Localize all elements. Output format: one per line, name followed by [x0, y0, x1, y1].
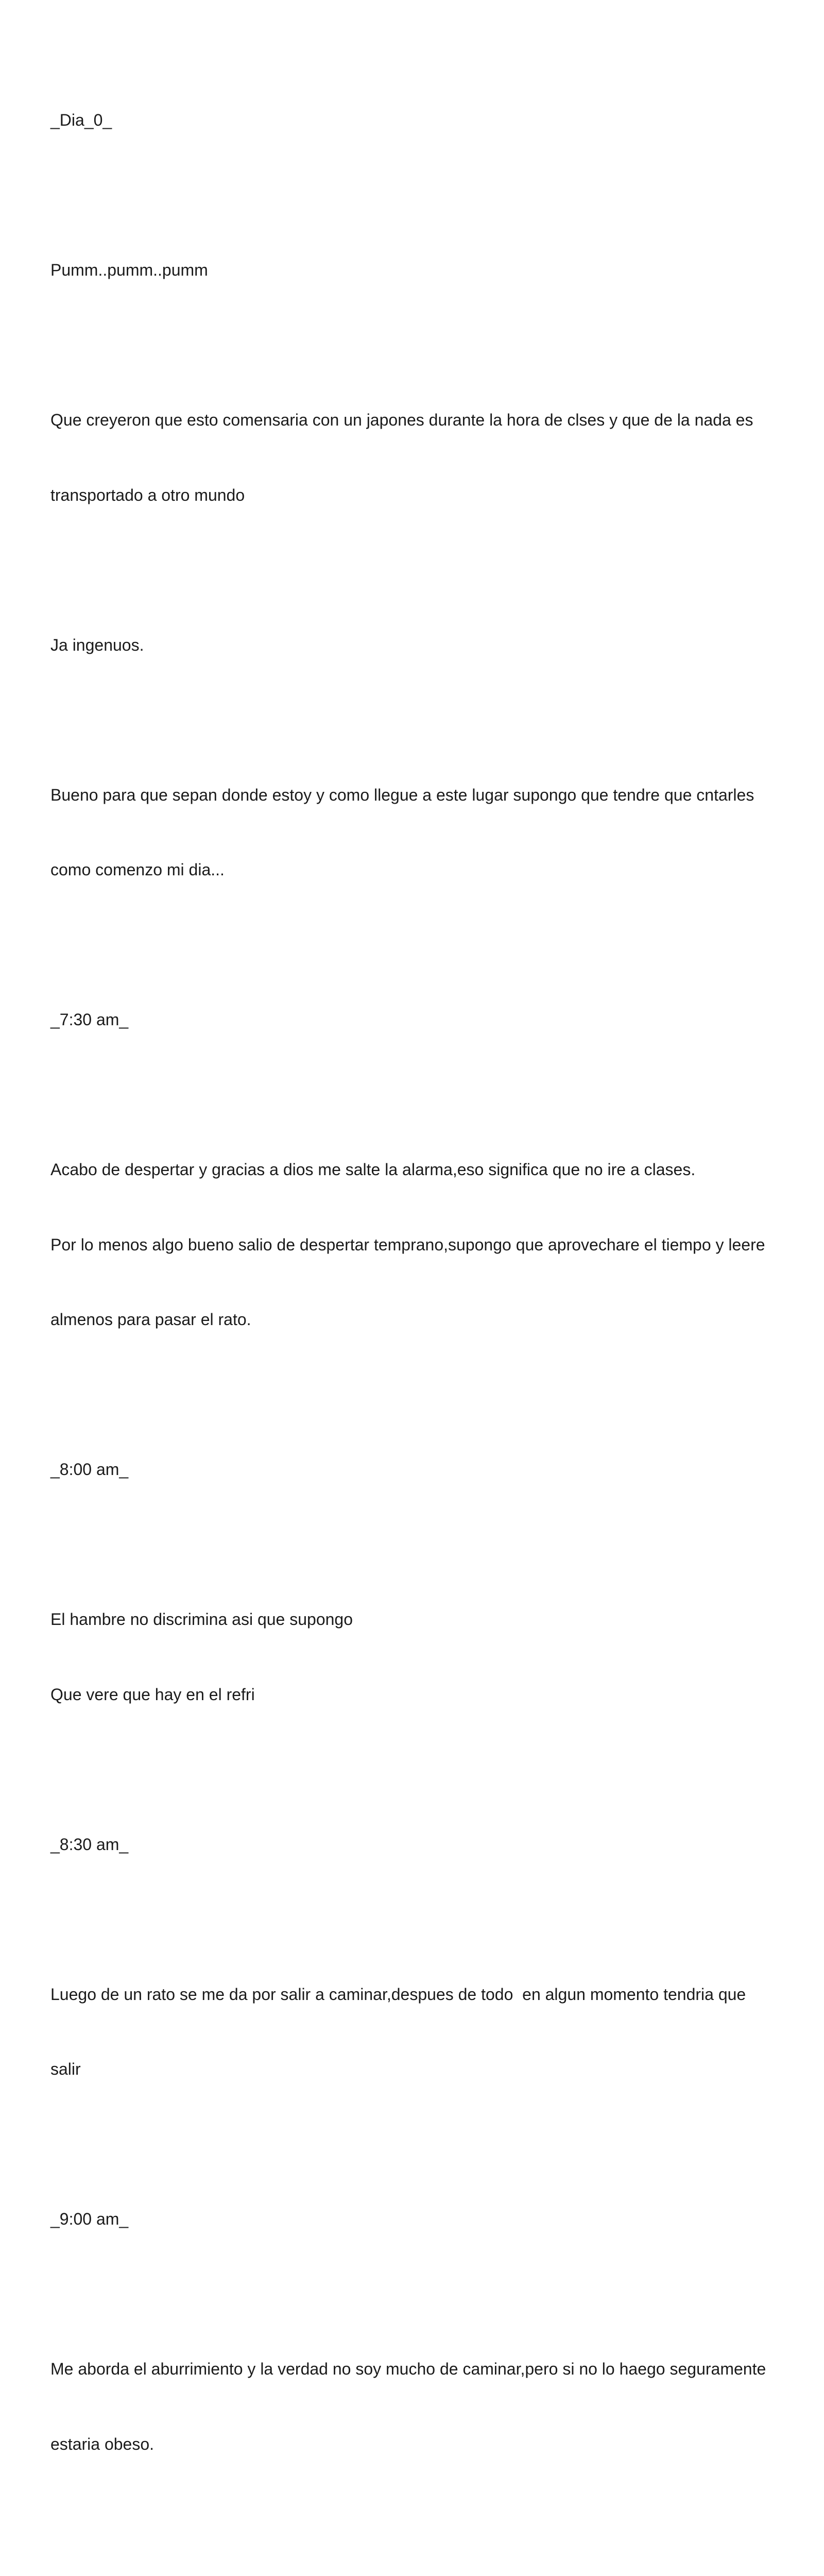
paragraph: [50, 358, 782, 557]
text-line: Luego de un rato se me da por salir a caminar,despues de todo en algun momento tendria que: [50, 1982, 782, 2007]
paragraph: [50, 2532, 782, 2576]
paragraph: [50, 1932, 782, 2132]
paragraph: [50, 2307, 782, 2506]
text-line: Me aborda el aburrimiento y la verdad no soy mucho de caminar,pero si no lo haego seguramente: [50, 2357, 782, 2382]
document-page: [50, 58, 782, 2576]
text-line: salir: [50, 2057, 782, 2082]
paragraph: [50, 1557, 782, 1757]
time-heading: [50, 1407, 782, 1532]
text-line: Bueno para que sepan donde estoy y como llegue a este lugar supongo que tendre que cntarles: [50, 783, 782, 808]
text-line: El hambre no discrimina asi que supongo: [50, 1607, 782, 1632]
paragraph: [50, 583, 782, 708]
text-line: _8:00 am_: [50, 1457, 782, 1482]
text-line: _7:30 am_: [50, 1007, 782, 1032]
paragraph: [50, 1107, 782, 1382]
text-line: Que vere que hay en el refri: [50, 1682, 782, 1707]
text-line: _9:00 am_: [50, 2207, 782, 2232]
time-heading: [50, 1782, 782, 1907]
text-line: estaria obeso.: [50, 2432, 782, 2457]
text-line: _8:30 am_: [50, 1832, 782, 1857]
text-line: como comenzo mi dia...: [50, 857, 782, 883]
time-heading: [50, 957, 782, 1082]
text-line: Ja ingenuos.: [50, 633, 782, 658]
text-line: almenos para pasar el rato.: [50, 1307, 782, 1332]
text-line: transportado a otro mundo: [50, 483, 782, 508]
text-line: Por lo menos algo bueno salio de despertar temprano,supongo que aprovechare el tiempo y leere: [50, 1232, 782, 1258]
text-line: Que creyeron que esto comensaria con un japones durante la hora de clses y que de la nada es: [50, 408, 782, 433]
heading-day: [50, 58, 782, 183]
text-line: _Dia_0_: [50, 108, 782, 133]
paragraph: [50, 733, 782, 933]
paragraph: [50, 208, 782, 333]
text-line: Acabo de despertar y gracias a dios me salte la alarma,eso significa que no ire a clases.: [50, 1157, 782, 1182]
time-heading: [50, 2157, 782, 2282]
text-line: Pumm..pumm..pumm: [50, 258, 782, 283]
